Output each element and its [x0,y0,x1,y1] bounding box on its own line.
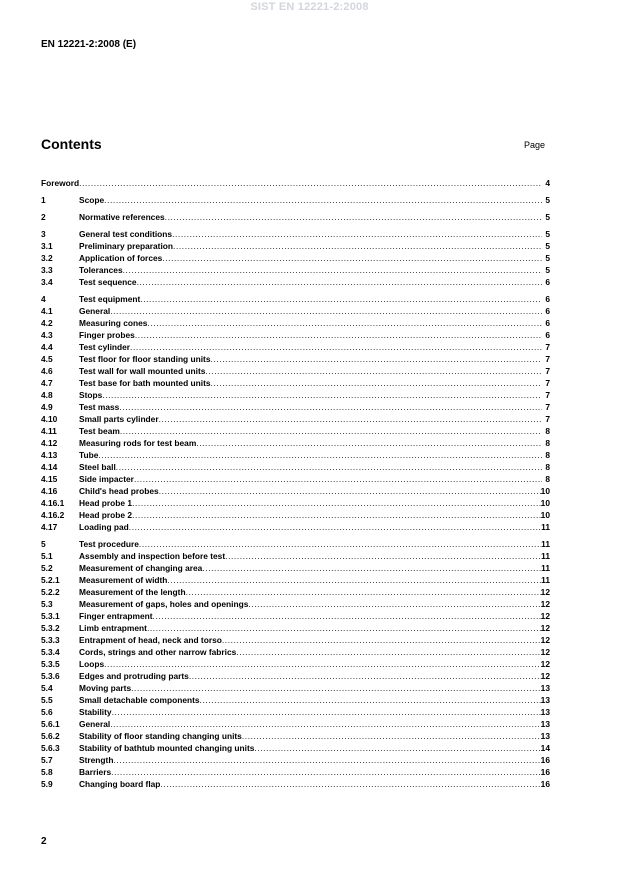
toc-entry-title: Measurement of width [79,575,168,585]
toc-entry-number: 5.3.1 [41,611,60,621]
toc-entry-title-wrap [79,377,542,389]
watermark: SIST EN 12221-2:2008 [250,1,369,13]
toc-entry[interactable] [41,276,550,288]
page-number: 2 [41,836,47,847]
toc-entry-number: 5.3 [41,599,53,609]
toc-entry-title-wrap [79,473,542,485]
toc-leader-dots [120,425,542,437]
toc-leader-dots [248,598,540,610]
toc-leader-dots [110,718,540,730]
toc-entry[interactable] [41,658,550,670]
toc-entry-number: 4.7 [41,378,53,388]
toc-entry[interactable] [41,389,550,401]
toc-entry[interactable] [41,485,550,497]
toc-entry-number: 5.6.2 [41,731,60,741]
toc-entry-title: Test sequence [79,277,137,287]
toc-entry-title: Preliminary preparation [79,241,174,251]
toc-entry-title: Test beam [79,426,120,436]
toc-entry-title-wrap [79,497,541,509]
toc-entry-title: Entrapment of head, neck and torso [79,635,222,645]
toc-entry[interactable] [41,754,550,766]
toc-entry-number: 4.4 [41,342,53,352]
toc-entry-number: 2 [41,212,46,222]
toc-leader-dots [153,610,541,622]
toc-entry-number: 5.3.3 [41,635,60,645]
toc-entry-page: 6 [545,277,550,287]
toc-entry-title-wrap [79,550,541,562]
toc-entry-number: 5.6.1 [41,719,60,729]
toc-entry-number: 5 [41,539,46,549]
toc-entry[interactable] [41,778,550,790]
toc-entry[interactable] [41,670,550,682]
toc-entry[interactable] [41,317,550,329]
toc-entry[interactable] [41,449,550,461]
toc-entry-title: Small detachable components [79,695,200,705]
toc-entry-number: 3.4 [41,277,53,287]
toc-entry-page: 8 [545,474,550,484]
toc-entry-page: 5 [545,265,550,275]
toc-entry-title-wrap [41,177,542,189]
toc-entry-title-wrap [79,461,542,473]
toc-entry-title-wrap [79,194,542,206]
toc-leader-dots [205,365,542,377]
toc-entry[interactable] [41,240,550,252]
toc-entry-title: Cords, strings and other narrow fabrics [79,647,237,657]
toc-entry[interactable] [41,742,550,754]
toc-entry-number: 5.9 [41,779,53,789]
toc-entry[interactable] [41,766,550,778]
toc-entry-number: 3.3 [41,265,53,275]
toc-leader-dots [159,485,541,497]
toc-entry-title: Changing board flap [79,779,161,789]
toc-leader-dots [104,658,541,670]
toc-entry-title-wrap [79,718,541,730]
toc-entry-title-wrap [79,622,541,634]
toc-entry-page: 4 [545,178,550,188]
toc-entry[interactable] [41,252,550,264]
toc-leader-dots [160,778,540,790]
toc-entry-title-wrap [79,586,541,598]
toc-leader-dots [211,377,542,389]
toc-entry-title-wrap [79,634,541,646]
toc-entry-title-wrap [79,401,542,413]
toc-leader-dots [186,586,541,598]
toc-entry-title: Measurement of the length [79,587,186,597]
toc-entry[interactable] [41,562,550,574]
toc-leader-dots [222,634,541,646]
toc-entry[interactable] [41,682,550,694]
toc-entry-number: 4.16.1 [41,498,65,508]
toc-entry[interactable] [41,264,550,276]
toc-entry-page: 8 [545,426,550,436]
toc-entry-page: 12 [540,671,550,681]
toc-entry-title: Side impacter [79,474,134,484]
toc-entry[interactable] [41,211,550,223]
toc-entry-number: 5.6 [41,707,53,717]
toc-entry[interactable] [41,413,550,425]
toc-entry[interactable] [41,194,550,206]
toc-leader-dots [112,706,541,718]
toc-entry-page: 13 [540,731,550,741]
toc-entry-title: Scope [79,195,105,205]
toc-entry[interactable] [41,574,550,586]
toc-entry[interactable] [41,177,550,189]
toc-leader-dots [110,305,542,317]
toc-entry-title-wrap [79,509,541,521]
toc-entry-number: 5.2.1 [41,575,60,585]
toc-entry-title: Tube [79,450,99,460]
toc-leader-dots [162,252,542,264]
toc-entry-title: Loading pad [79,522,129,532]
toc-entry-title: Finger probes [79,330,135,340]
toc-leader-dots [202,562,541,574]
toc-entry-title-wrap [79,389,542,401]
toc-leader-dots [147,317,542,329]
toc-entry-page: 7 [545,390,550,400]
toc-entry-page: 16 [540,755,550,765]
table-of-contents [41,177,550,790]
toc-entry[interactable] [41,365,550,377]
toc-entry-page: 12 [540,659,550,669]
toc-entry-title: Limb entrapment [79,623,147,633]
toc-entry-page: 5 [545,229,550,239]
toc-leader-dots [111,766,541,778]
toc-entry-title: Foreword [41,178,80,188]
toc-entry-page: 16 [540,779,550,789]
toc-entry[interactable] [41,622,550,634]
toc-entry-page: 16 [540,767,550,777]
toc-entry-title: Strength [79,755,114,765]
toc-entry-page: 7 [545,354,550,364]
toc-entry[interactable] [41,586,550,598]
toc-leader-dots [98,449,542,461]
toc-entry-title-wrap [79,562,541,574]
toc-entry-title: Stability of floor standing changing units [79,731,242,741]
toc-entry-number: 4.16.2 [41,510,65,520]
toc-leader-dots [189,670,541,682]
toc-entry-number: 4.2 [41,318,53,328]
toc-entry-title: General [79,306,111,316]
toc-entry[interactable] [41,377,550,389]
toc-leader-dots [129,521,541,533]
toc-entry-title: Assembly and inspection before test [79,551,226,561]
toc-entry-page: 6 [545,294,550,304]
toc-leader-dots [130,341,542,353]
toc-entry[interactable] [41,509,550,521]
toc-leader-dots [200,694,541,706]
toc-entry[interactable] [41,610,550,622]
toc-entry-page: 12 [540,623,550,633]
toc-entry[interactable] [41,228,550,240]
toc-entry-page: 13 [540,719,550,729]
toc-entry-title-wrap [79,574,541,586]
toc-entry-number: 5.3.4 [41,647,60,657]
toc-entry[interactable] [41,473,550,485]
toc-leader-dots [147,622,541,634]
toc-entry-page: 5 [545,241,550,251]
toc-entry-title: Measurement of changing area [79,563,203,573]
toc-entry-title-wrap [79,485,541,497]
toc-leader-dots [140,293,542,305]
toc-entry-page: 8 [545,438,550,448]
toc-entry-title-wrap [79,293,542,305]
toc-entry-page: 6 [545,318,550,328]
toc-entry[interactable] [41,353,550,365]
toc-entry[interactable] [41,401,550,413]
toc-entry-number: 5.5 [41,695,53,705]
toc-entry[interactable] [41,329,550,341]
toc-entry[interactable] [41,293,550,305]
toc-entry-title: Head probe 1 [79,498,133,508]
toc-leader-dots [236,646,540,658]
toc-entry-title-wrap [79,365,542,377]
toc-entry-number: 5.3.2 [41,623,60,633]
toc-entry-title-wrap [79,211,542,223]
toc-entry-page: 10 [540,510,550,520]
toc-entry-title-wrap [79,682,541,694]
toc-entry-title-wrap [79,754,541,766]
toc-entry-number: 3.1 [41,241,53,251]
toc-entry-number: 4.6 [41,366,53,376]
toc-entry-title: General test conditions [79,229,173,239]
toc-entry-title: Steel ball [79,462,116,472]
toc-entry-page: 11 [541,522,550,532]
toc-entry-number: 4 [41,294,46,304]
toc-entry-number: 4.8 [41,390,53,400]
toc-entry-title: Moving parts [79,683,132,693]
toc-entry-title: Test mass [79,402,120,412]
toc-leader-dots [137,276,542,288]
toc-entry-title: Measurement of gaps, holes and openings [79,599,249,609]
toc-entry-title: Test base for bath mounted units [79,378,211,388]
toc-entry[interactable] [41,497,550,509]
toc-entry[interactable] [41,730,550,742]
toc-entry-number: 5.4 [41,683,53,693]
toc-entry-title-wrap [79,742,541,754]
toc-entry-title: Normative references [79,212,165,222]
toc-entry-title-wrap [79,425,542,437]
toc-entry-number: 5.6.3 [41,743,60,753]
toc-entry-title-wrap [79,706,541,718]
toc-entry-title: Stops [79,390,103,400]
toc-entry-title: Small parts cylinder [79,414,159,424]
toc-entry-page: 12 [540,599,550,609]
toc-entry[interactable] [41,425,550,437]
contents-heading: Contents [41,136,102,152]
toc-entry-page: 5 [545,212,550,222]
toc-leader-dots [131,682,541,694]
toc-entry[interactable] [41,305,550,317]
toc-entry-page: 5 [545,195,550,205]
toc-entry[interactable] [41,706,550,718]
toc-entry-title-wrap [79,329,542,341]
toc-entry-title: Head probe 2 [79,510,133,520]
toc-entry-number: 4.14 [41,462,58,472]
toc-entry-number: 4.16 [41,486,58,496]
toc-leader-dots [79,177,542,189]
toc-leader-dots [254,742,540,754]
toc-entry-number: 4.15 [41,474,58,484]
toc-entry-page: 11 [541,563,550,573]
toc-entry-title-wrap [79,778,541,790]
toc-leader-dots [132,509,541,521]
toc-entry-number: 4.1 [41,306,53,316]
page-column-label: Page [524,140,546,150]
toc-entry-title: Finger entrapment [79,611,153,621]
toc-entry-title-wrap [79,413,542,425]
toc-entry-title: Child's head probes [79,486,159,496]
toc-entry-title: Test floor for floor standing units [79,354,211,364]
toc-entry-title-wrap [79,437,542,449]
toc-entry-number: 4.5 [41,354,53,364]
toc-entry-title-wrap [79,694,541,706]
toc-entry-title: Test procedure [79,539,139,549]
toc-entry-page: 7 [545,366,550,376]
toc-entry-number: 4.3 [41,330,53,340]
toc-entry-number: 5.3.5 [41,659,60,669]
toc-leader-dots [225,550,541,562]
toc-entry[interactable] [41,437,550,449]
toc-entry-title-wrap [79,658,541,670]
toc-leader-dots [135,329,542,341]
toc-leader-dots [159,413,542,425]
toc-entry-title-wrap [79,353,542,365]
toc-leader-dots [104,194,542,206]
toc-entry-page: 7 [545,402,550,412]
toc-entry-title: Measuring cones [79,318,148,328]
toc-entry-number: 4.11 [41,426,57,436]
toc-entry-number: 4.9 [41,402,53,412]
toc-leader-dots [165,211,542,223]
toc-entry-number: 3 [41,229,46,239]
toc-entry-title-wrap [79,521,541,533]
toc-entry-page: 5 [545,253,550,263]
toc-entry-title: Test equipment [79,294,141,304]
toc-leader-dots [134,473,542,485]
toc-leader-dots [132,497,541,509]
toc-leader-dots [167,574,541,586]
toc-entry-number: 5.1 [41,551,53,561]
toc-entry-number: 4.12 [41,438,58,448]
toc-entry-title: Edges and protruding parts [79,671,189,681]
toc-entry-title-wrap [79,252,542,264]
toc-leader-dots [119,401,542,413]
toc-entry-number: 1 [41,195,46,205]
toc-entry-title-wrap [79,670,541,682]
toc-leader-dots [196,437,542,449]
toc-entry-title: Test cylinder [79,342,131,352]
toc-entry-title-wrap [79,264,542,276]
toc-leader-dots [139,538,541,550]
toc-entry-number: 5.2.2 [41,587,60,597]
toc-entry-title-wrap [79,317,542,329]
toc-leader-dots [116,461,542,473]
toc-entry-page: 8 [545,450,550,460]
toc-entry-page: 12 [540,647,550,657]
toc-entry-number: 4.13 [41,450,58,460]
toc-leader-dots [172,228,542,240]
toc-entry-title: General [79,719,111,729]
toc-leader-dots [173,240,542,252]
toc-entry-page: 7 [545,414,550,424]
toc-entry-title-wrap [79,598,541,610]
toc-entry-title: Tolerances [79,265,123,275]
toc-entry-page: 10 [540,498,550,508]
toc-entry-page: 13 [540,683,550,693]
toc-entry[interactable] [41,538,550,550]
toc-entry-page: 6 [545,330,550,340]
toc-entry-title-wrap [79,610,541,622]
toc-entry-title: Barriers [79,767,112,777]
toc-entry-page: 6 [545,306,550,316]
toc-entry-title-wrap [79,646,541,658]
toc-entry-number: 5.2 [41,563,53,573]
toc-leader-dots [123,264,542,276]
toc-entry-page: 7 [545,342,550,352]
toc-entry-number: 4.10 [41,414,58,424]
toc-entry-title-wrap [79,305,542,317]
toc-entry[interactable] [41,646,550,658]
toc-entry-page: 13 [540,695,550,705]
toc-entry-page: 8 [545,462,550,472]
toc-entry-number: 3.2 [41,253,53,263]
toc-leader-dots [102,389,542,401]
toc-entry[interactable] [41,598,550,610]
toc-entry-title-wrap [79,538,541,550]
toc-entry-title-wrap [79,276,542,288]
toc-entry-page: 13 [540,707,550,717]
toc-entry-number: 5.8 [41,767,53,777]
toc-entry-title-wrap [79,240,542,252]
toc-entry-title-wrap [79,449,542,461]
toc-entry-title-wrap [79,228,542,240]
toc-entry[interactable] [41,550,550,562]
toc-entry[interactable] [41,634,550,646]
toc-entry-number: 5.7 [41,755,53,765]
toc-entry-page: 12 [540,587,550,597]
toc-entry-title: Measuring rods for test beam [79,438,197,448]
toc-entry[interactable] [41,694,550,706]
toc-entry-title: Stability [79,707,112,717]
toc-entry-title: Stability of bathtub mounted changing units [79,743,255,753]
toc-entry-page: 12 [540,611,550,621]
toc-entry-page: 7 [545,378,550,388]
toc-entry-page: 11 [541,575,550,585]
toc-entry-page: 12 [540,635,550,645]
toc-entry-number: 4.17 [41,522,58,532]
toc-leader-dots [211,353,542,365]
toc-entry-title: Test wall for wall mounted units [79,366,206,376]
toc-leader-dots [242,730,541,742]
toc-entry-page: 14 [540,743,550,753]
toc-entry-number: 5.3.6 [41,671,60,681]
document-id: EN 12221-2:2008 (E) [41,39,137,50]
toc-entry[interactable] [41,461,550,473]
toc-entry-title-wrap [79,341,542,353]
toc-entry-page: 11 [541,551,550,561]
toc-entry[interactable] [41,718,550,730]
toc-leader-dots [113,754,540,766]
toc-entry-title-wrap [79,766,541,778]
toc-entry-title: Loops [79,659,105,669]
toc-entry[interactable] [41,341,550,353]
toc-entry-title: Application of forces [79,253,163,263]
toc-entry-title-wrap [79,730,541,742]
toc-entry[interactable] [41,521,550,533]
toc-entry-page: 10 [540,486,550,496]
toc-entry-page: 11 [541,539,550,549]
